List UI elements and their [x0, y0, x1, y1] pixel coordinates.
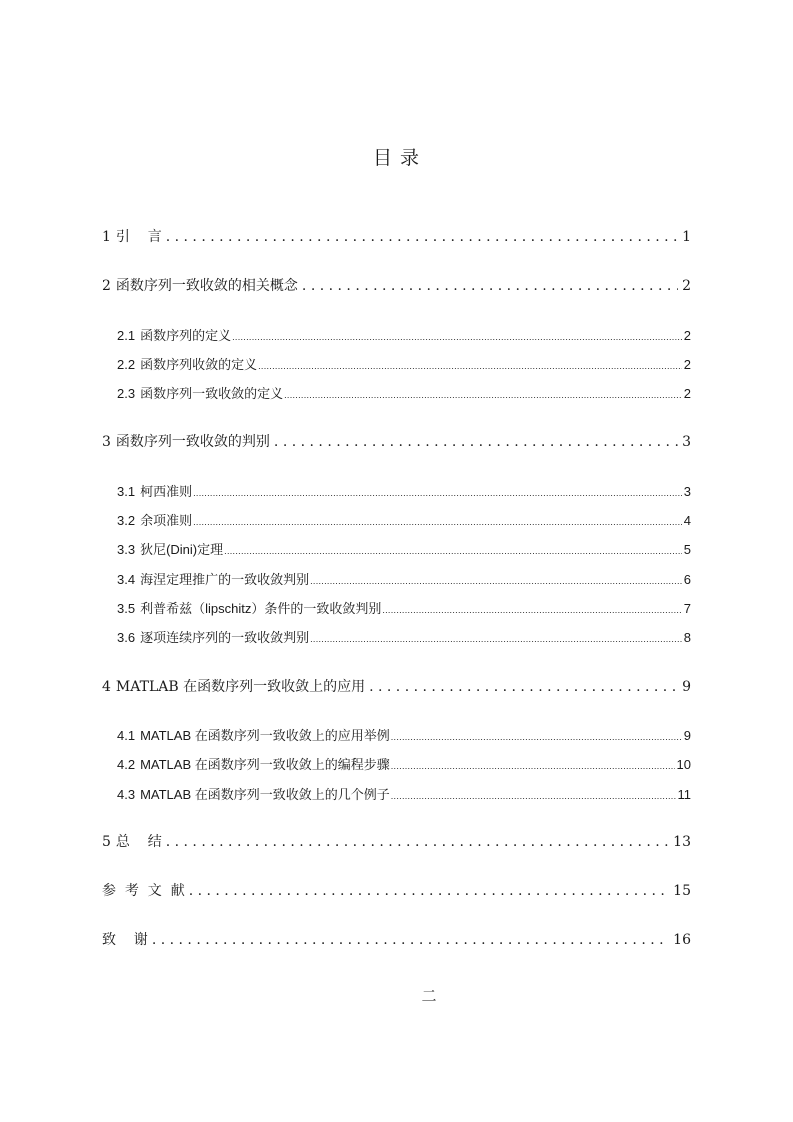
toc-label: 引 言: [115, 229, 162, 245]
dot-leader: [274, 434, 678, 450]
toc-label: 函数序列收敛的定义: [140, 357, 258, 372]
dot-leader: [284, 390, 682, 400]
toc-number: 3.1: [117, 484, 136, 499]
dot-leader: [382, 605, 681, 615]
toc-entry-2-1[interactable]: [117, 325, 691, 344]
dot-leader: [166, 229, 678, 245]
toc-number: 3.5: [117, 601, 136, 616]
toc-number: 3: [102, 434, 111, 450]
toc-page-number: 2: [682, 278, 691, 294]
toc-number: 2.2: [117, 357, 136, 372]
toc-page-number: 3: [683, 484, 691, 499]
dot-leader: [152, 932, 669, 948]
dot-leader: [391, 732, 682, 742]
toc-entry-acknowledgements[interactable]: [102, 929, 691, 949]
toc-label: MATLAB 在函数序列一致收敛上的几个例子: [140, 787, 390, 802]
toc-label: 柯西准则: [140, 484, 193, 499]
toc-entry-2-3[interactable]: [117, 383, 691, 402]
toc-label: 参 考 文 献: [102, 883, 185, 899]
toc-page-number: 5: [683, 542, 691, 557]
toc-label: 利普希兹（lipschitz）条件的一致收敛判别: [140, 601, 382, 616]
toc-label: 致 谢: [102, 932, 148, 948]
toc-entry-chapter-3[interactable]: [102, 431, 691, 451]
dot-leader: [310, 576, 682, 586]
toc-label: MATLAB 在函数序列一致收敛上的编程步骤: [140, 757, 390, 772]
dot-leader: [369, 679, 678, 695]
toc-page-number: 10: [676, 757, 691, 772]
toc-entry-4-1[interactable]: [117, 725, 691, 744]
toc-number: 3.4: [117, 572, 136, 587]
toc-label: MATLAB 在函数序列一致收敛上的应用: [115, 679, 366, 695]
toc-page-number: 9: [683, 728, 691, 743]
toc-entry-chapter-2[interactable]: [102, 275, 691, 295]
toc-label: 函数序列的定义: [140, 328, 232, 343]
toc-number: 4.2: [117, 757, 136, 772]
dot-leader: [258, 361, 682, 371]
toc-number: 3.3: [117, 542, 136, 557]
dot-leader: [189, 883, 669, 899]
toc-label: 逐项连续序列的一致收敛判别: [140, 630, 310, 645]
toc-entry-3-4[interactable]: [117, 569, 691, 588]
toc-label: MATLAB 在函数序列一致收敛上的应用举例: [140, 728, 390, 743]
toc-number: 2.3: [117, 386, 136, 401]
toc-page-number: 7: [683, 601, 691, 616]
toc-page-number: 15: [673, 883, 691, 899]
toc-number: 4.3: [117, 787, 136, 802]
toc-entry-3-2[interactable]: [117, 510, 691, 529]
toc-label: 函数序列一致收敛的判别: [115, 434, 270, 450]
toc-number: 2: [102, 278, 111, 294]
toc-page-number: 6: [683, 572, 691, 587]
toc-number: 3.2: [117, 513, 136, 528]
toc-page-number: 2: [683, 357, 691, 372]
dot-leader: [310, 634, 682, 644]
toc-entry-3-1[interactable]: [117, 481, 691, 500]
toc-page-number: 2: [683, 328, 691, 343]
toc-number: 5: [102, 834, 111, 850]
toc-entry-introduction[interactable]: [102, 226, 691, 246]
toc-page-number: 13: [673, 834, 691, 850]
toc-label: 总 结: [115, 834, 162, 850]
toc-label: 余项准则: [140, 513, 193, 528]
dot-leader: [193, 517, 682, 527]
toc-page-number: 11: [677, 787, 691, 802]
dot-leader: [224, 546, 682, 556]
toc-label: 狄尼(Dini)定理: [140, 542, 224, 557]
toc-page-number: 16: [673, 932, 691, 948]
dot-leader: [391, 791, 676, 801]
toc-entry-2-2[interactable]: [117, 354, 691, 373]
toc-number: 3.6: [117, 630, 136, 645]
toc-number: 4.1: [117, 728, 136, 743]
dot-leader: [193, 488, 682, 498]
toc-page-number: 9: [682, 679, 691, 695]
toc-page-number: 3: [682, 434, 691, 450]
dot-leader: [166, 834, 669, 850]
toc-entry-summary[interactable]: [102, 831, 691, 851]
page-title: 目 录: [372, 147, 421, 169]
toc-label: 函数序列一致收敛的相关概念: [115, 278, 298, 294]
toc-entry-4-3[interactable]: [117, 784, 691, 803]
toc-page-number: 1: [682, 229, 691, 245]
toc-number: 2.1: [117, 328, 136, 343]
dot-leader: [232, 332, 682, 342]
toc-label: 海涅定理推广的一致收敛判别: [140, 572, 310, 587]
page-footer-number: 二: [421, 987, 437, 1005]
toc-page-number: 8: [683, 630, 691, 645]
toc-entry-3-5[interactable]: [117, 598, 691, 617]
dot-leader: [302, 278, 678, 294]
toc-number: 4: [102, 679, 111, 695]
toc-page-number: 4: [683, 513, 691, 528]
toc-page-number: 2: [683, 386, 691, 401]
toc-label: 函数序列一致收敛的定义: [140, 386, 284, 401]
toc-entry-chapter-4[interactable]: [102, 676, 691, 696]
toc-entry-3-6[interactable]: [117, 627, 691, 646]
dot-leader: [391, 761, 675, 771]
toc-entry-3-3[interactable]: [117, 539, 691, 558]
toc-number: 1: [102, 229, 111, 245]
toc-entry-references[interactable]: [102, 880, 691, 900]
toc-entry-4-2[interactable]: [117, 754, 691, 773]
